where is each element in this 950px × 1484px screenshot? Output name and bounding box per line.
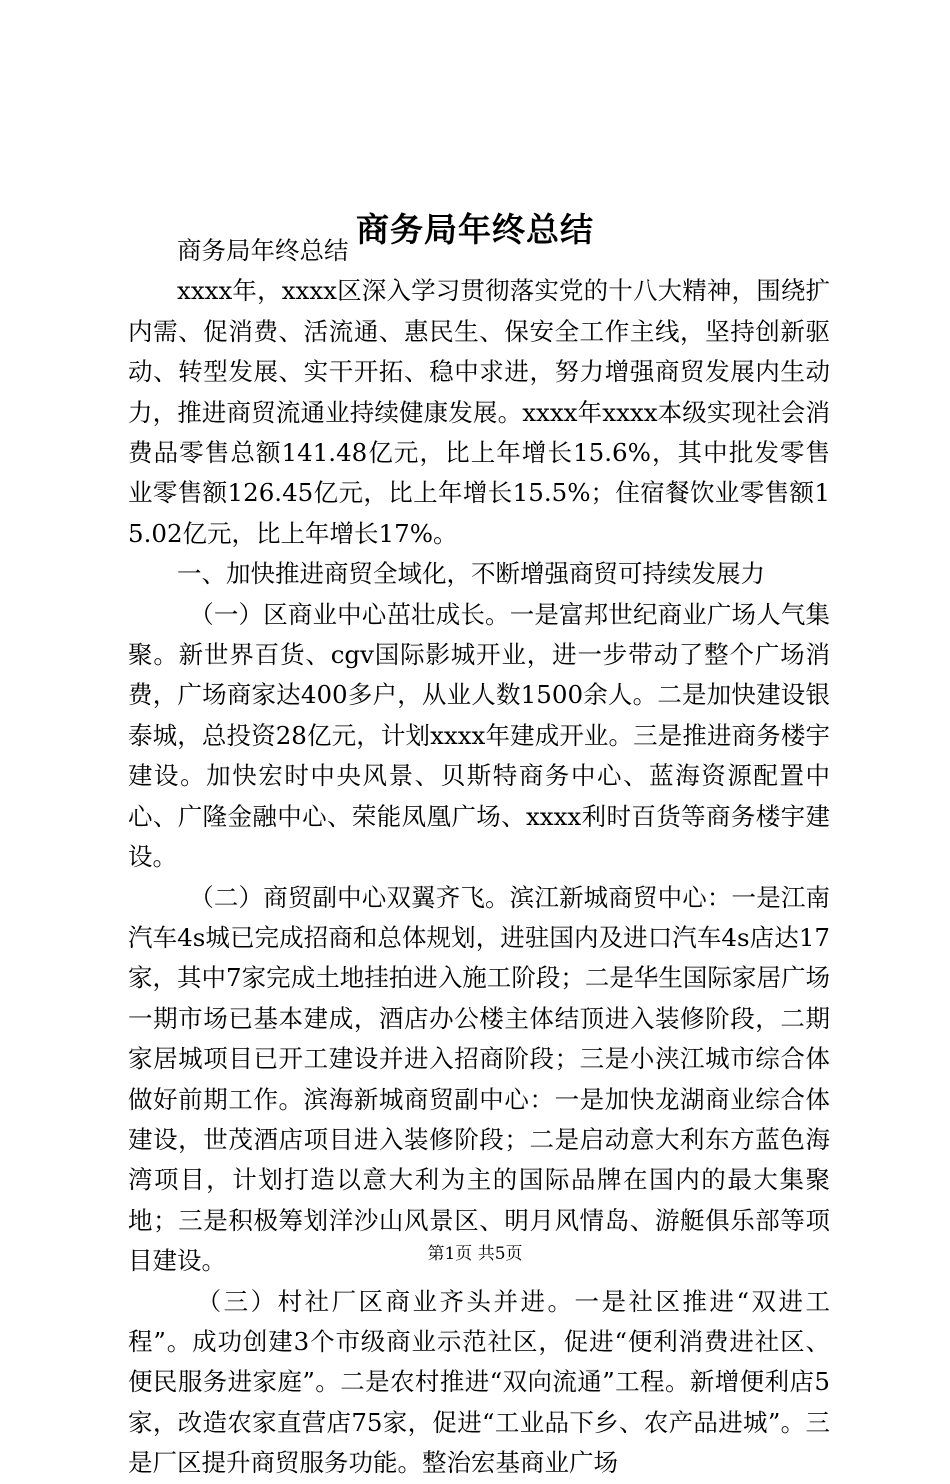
paragraph-section-1-2: （二）商贸副中心双翼齐飞。滨江新城商贸中心：一是江南汽车4s城已完成招商和总体规划，进驻国内及进口汽车4s店达17家，其中7家完成土地挂拍进入施工阶段；二是华生国际家居广场一期市场已基本建成，酒店办公楼主体结顶进入装修阶段，二期家居城项目已开工建设并进入招商阶段；三是小浃江城市综合体做好前期工作。滨海新城商贸副中心：一是加快龙湖商业综合体建设，世茂酒店项目进入装修阶段；二是启动意大利东方蓝色海湾项目，计划打造以意大利为主的国际品牌在国内的最大集聚地；三是积极筹划洋沙山风景区、明月风情岛、游艇俱乐部等项目建设。 (128, 882, 830, 1276)
document-title: 商务局年终总结 (356, 210, 594, 250)
page-footer: 第1页 共5页 (427, 1244, 523, 1264)
document-body (128, 231, 830, 1484)
paragraph-subtitle: 商务局年终总结 (177, 236, 349, 265)
paragraph-intro: xxxx年，xxxx区深入学习贯彻落实党的十八大精神，围绕扩内需、促消费、活流通、惠民生、保安全工作主线，坚持创新驱动、转型发展、实干开拓、稳中求进，努力增强商贸发展内生动力，推进商贸流通业持续健康发展。xxxx年xxxx本级实现社会消费品零售总额141.48亿元，比上年增长15.6%，其中批发零售业零售额126.45亿元，比上年增长15.5%；住宿餐饮业零售额15.02亿元，比上年增长17%。 (128, 276, 830, 548)
paragraph-section-1-3: （三）村社厂区商业齐头并进。一是社区推进“双进工程”。成功创建3个市级商业示范社区，促进“便利消费进社区、便民服务进家庭”。二是农村推进“双向流通”工程。新增便利店5家，改造农家直营店75家，促进“工业品下乡、农产品进城”。三是厂区提升商贸服务功能。整治宏基商业广场 (128, 1286, 830, 1478)
section-heading-1: 一、加快推进商贸全域化，不断增强商贸可持续发展力 (177, 559, 765, 589)
paragraph-section-1-1: （一）区商业中心茁壮成长。一是富邦世纪商业广场人气集聚。新世界百货、cgv国际影城开业，进一步带动了整个广场消费，广场商家达400多户，从业人数1500余人。二是加快建设银泰城，总投资28亿元，计划xxxx年建成开业。三是推进商务楼宇建设。加快宏时中央风景、贝斯特商务中心、蓝海资源配置中心、广隆金融中心、荣能凤凰广场、xxxx利时百货等商务楼宇建设。 (128, 599, 830, 872)
